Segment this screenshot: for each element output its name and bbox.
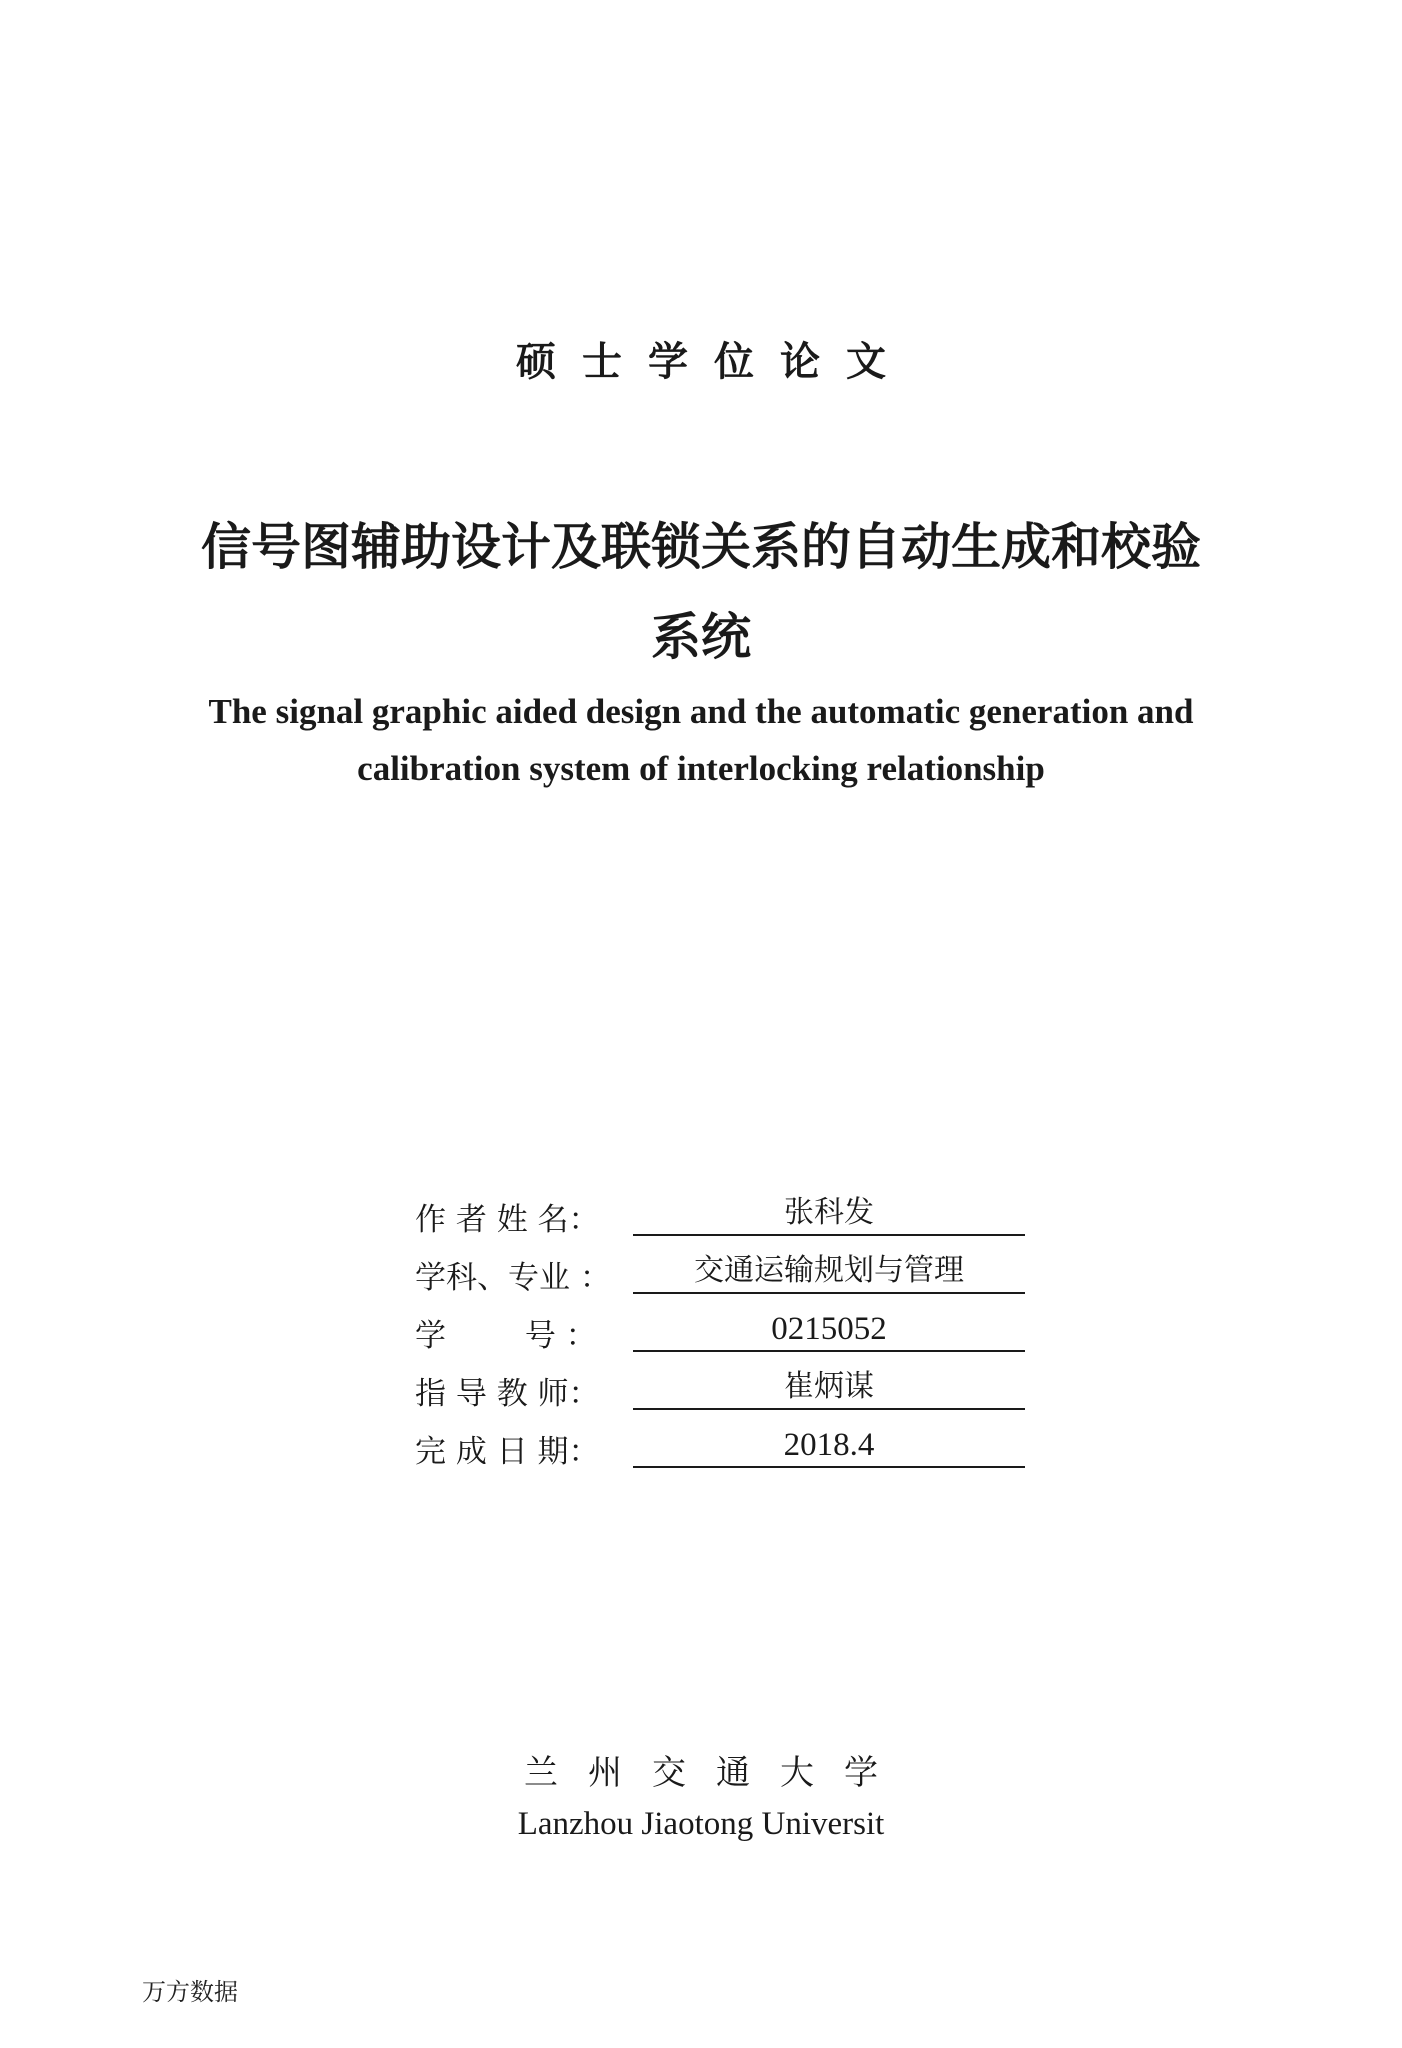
title-english-line-2: calibration system of interlocking relationship — [357, 749, 1045, 788]
title-chinese-line-1: 信号图辅助设计及联锁关系的自动生成和校验 — [201, 518, 1201, 576]
author-name-label: 作 者 姓 名： — [415, 1202, 600, 1238]
advisor-value: 崔炳谋 — [633, 1366, 1025, 1410]
info-row-major — [415, 1246, 1035, 1304]
completion-date-value: 2018.4 — [633, 1424, 1025, 1468]
advisor-label: 指 导 教 师： — [415, 1376, 600, 1412]
author-name-value: 张科发 — [633, 1192, 1025, 1236]
info-row-author — [415, 1188, 1035, 1246]
title-english-line-1: The signal graphic aided design and the automatic generation and — [208, 692, 1194, 731]
student-id-value: 0215052 — [633, 1308, 1025, 1352]
title-chinese-line-2: 系统 — [651, 608, 751, 666]
university-name-english: Lanzhou Jiaotong Universit — [517, 1806, 885, 1842]
completion-date-label: 完 成 日 期： — [415, 1434, 600, 1470]
major-value: 交通运输规划与管理 — [633, 1250, 1025, 1294]
info-row-advisor — [415, 1362, 1035, 1420]
university-name-chinese: 兰州交通大学 — [524, 1753, 908, 1793]
student-id-label: 学 号 ： — [415, 1318, 597, 1354]
author-info-block — [415, 1188, 1035, 1478]
info-row-student-id — [415, 1304, 1035, 1362]
degree-type-heading: 硕士学位论文 — [516, 339, 912, 385]
major-label: 学科、专业 ： — [415, 1260, 611, 1296]
info-row-completion-date — [415, 1420, 1035, 1478]
watermark-text: 万方数据 — [142, 1978, 238, 2006]
